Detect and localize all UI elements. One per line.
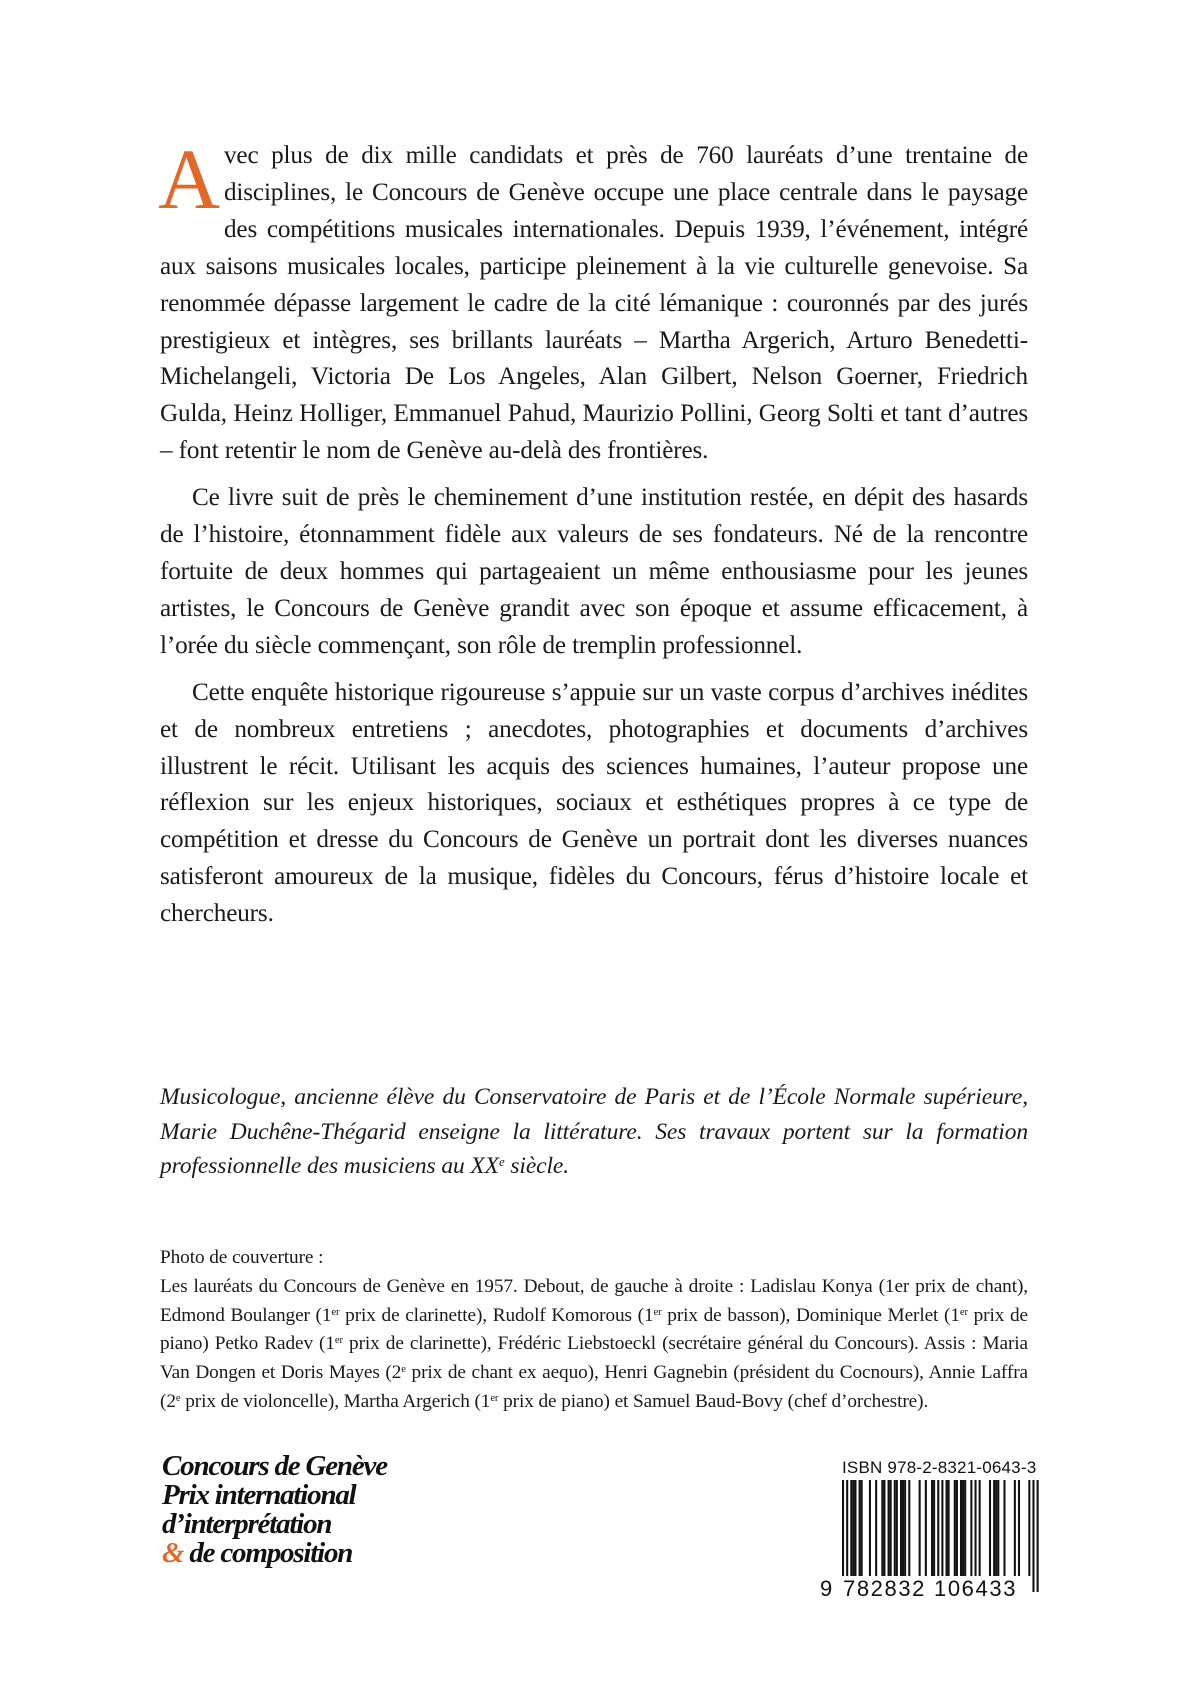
author-bio-tail: siècle. <box>504 1153 570 1179</box>
ampersand-icon: & <box>162 1537 184 1569</box>
ordinal-superscript: e <box>401 1364 406 1376</box>
barcode-bar <box>970 1480 972 1576</box>
barcode-digit-first: 9 <box>820 1576 834 1601</box>
barcode-bar <box>875 1480 877 1576</box>
barcode-bar <box>933 1480 935 1576</box>
blurb <box>158 131 1028 933</box>
barcode-bar <box>979 1480 981 1576</box>
barcode-bar <box>956 1480 958 1576</box>
barcode <box>820 1480 1042 1601</box>
blurb-paragraph-2: Ce livre suit de près le cheminement d’une institution restée, en dépit des hasards de l’histoire, étonnamment fidèle aux valeurs de ses fondateurs. Né de la rencontre fortuite de deux hommes qui partageaient un même enthousiasme pour les jeunes artistes, le Concours de Genève grandit avec son époque et assume efficacement, à l’orée du siècle commençant, son rôle de tremplin professionnel. <box>160 484 1028 659</box>
barcode-bar <box>904 1480 906 1576</box>
author-bio-sup: e <box>498 1153 505 1169</box>
logo-line-1: Concours de Genève <box>162 1450 387 1482</box>
photo-credit-body <box>160 1273 1028 1417</box>
barcode-bar <box>902 1480 904 1576</box>
photo-credit-segment: prix de basson), Dominique Merlet (1 <box>661 1304 960 1326</box>
blurb-paragraph-3: Cette enquête historique rigoureuse s’appuie sur un vaste corpus d’archives inédites et de nombreux entretiens ; anecdotes, photographies et documents d’archives illustrent le récit. Utilisant les acquis des sciences humaines, l’auteur propose une réflexion sur les enjeux historiques, sociaux et esthétiques propres à ce type de compétition et dresse du Concours de Genève un portrait dont les diverses nuances satisferont amoureux de la musique, fidèles du Concours, férus d’histoire locale et chercheurs. <box>160 678 1028 928</box>
photo-credit-segment: prix de violoncelle), Martha Argerich (1 <box>180 1390 491 1412</box>
barcode-bar <box>993 1480 995 1576</box>
barcode-bar <box>948 1480 950 1576</box>
barcode-bar <box>974 1480 976 1576</box>
photo-credit-segment: prix de clarinette), Rudolf Komorous (1 <box>339 1304 654 1326</box>
barcode-bar <box>908 1480 910 1576</box>
ordinal-superscript: er <box>490 1393 499 1405</box>
barcode-bar <box>1032 1480 1034 1592</box>
author-bio <box>160 1080 1028 1184</box>
barcode-bar <box>888 1480 890 1576</box>
barcode-bar <box>1037 1480 1039 1592</box>
barcode-bar <box>1018 1480 1020 1576</box>
logo-line-2: Prix international <box>162 1479 356 1511</box>
barcode-bar <box>997 1480 999 1576</box>
ordinal-superscript: er <box>334 1335 343 1347</box>
barcode-bar <box>931 1480 933 1576</box>
logo-line-3: d’interprétation <box>162 1508 332 1540</box>
author-bio-text: Musicologue, ancienne élève du Conservatoire de Paris et de l’École Normale supérieure, Marie Duchêne-Thégarid enseigne la littérature. Ses travaux portent sur la formation professionnelle des musiciens au XX <box>160 1084 1028 1179</box>
logo-line-4 <box>162 1539 387 1568</box>
blurb-paragraph-1 <box>158 131 1028 470</box>
barcode-bar <box>946 1480 948 1576</box>
drop-cap: A <box>158 131 220 227</box>
photo-credit-segment: prix de chant ex aequo), Henri Gagnebin (président du Cocnours), Annie Laffra (2 <box>160 1362 1028 1412</box>
photo-credit <box>160 1244 1028 1417</box>
barcode-bar <box>1028 1480 1030 1576</box>
barcode-bar <box>859 1480 861 1576</box>
ordinal-superscript: e <box>175 1393 181 1405</box>
barcode-bar <box>954 1480 956 1576</box>
barcode-bar <box>900 1480 902 1576</box>
barcode-bar <box>881 1480 883 1576</box>
barcode-bar <box>919 1480 921 1576</box>
barcode-bar <box>883 1480 885 1576</box>
ordinal-superscript: er <box>331 1306 340 1318</box>
photo-credit-segment: prix de piano) et Samuel Baud-Bovy (chef d’orchestre). <box>498 1390 929 1412</box>
barcode-bar <box>1014 1480 1016 1576</box>
photo-credit-heading: Photo de couverture : <box>160 1247 324 1268</box>
barcode-bar <box>925 1480 927 1576</box>
barcode-bar <box>896 1480 898 1576</box>
isbn-label: ISBN 978-2-8321-0643-3 <box>842 1458 1037 1477</box>
barcode-digits-right: 106433 <box>934 1576 1018 1601</box>
barcode-bar <box>852 1480 854 1576</box>
isbn-block <box>820 1458 1042 1601</box>
photo-credit-segment: prix de clarinette), Frédéric Liebstoeckl (secrétaire général du Concours). Assis : Maria Van Dongen et Doris Mayes (2 <box>160 1333 1028 1384</box>
barcode-bar <box>964 1480 966 1576</box>
ordinal-superscript: er <box>653 1306 662 1318</box>
ordinal-superscript: er <box>959 1306 968 1318</box>
barcode-bar <box>962 1480 964 1576</box>
barcode-digits <box>820 1576 1018 1602</box>
blurb-paragraph-1-text: vec plus de dix mille candidats et près de 760 lauréats d’une trentaine de disciplines, le Concours de Genève occupe une place centrale dans le paysage des compétitions musicales internationales. Depuis 1939, l’événement, intégré aux saisons musicales locales, participe pleinement à la vie culturelle genevoise. Sa renommée dépasse largement le cadre de la cité lémanique : couronnés par des jurés prestigieux et intègres, ses brillants lauréats – Martha Argerich, Arturo Benedetti-Michelangeli, Victoria De Los Angeles, Alan Gilbert, Nelson Goerner, Friedrich Gulda, Heinz Holliger, Emmanuel Pahud, Maurizio Pollini, Georg Solti et tant d’autres – font retentir le nom de Genève au-delà des frontières. <box>160 142 1028 465</box>
barcode-bar <box>869 1480 871 1576</box>
photo-credit-segment: prix de piano) Petko Radev (1 <box>160 1304 1028 1355</box>
photo-credit-segment: Les lauréats du Concours de Genève en 1957. Debout, de gauche à droite : Ladislau Konya (1er prix de chant), Edmond Boulanger (1 <box>160 1275 1028 1326</box>
logo-line-4-text: de composition <box>189 1537 353 1569</box>
barcode-digits-left: 782832 <box>843 1576 927 1601</box>
barcode-bar <box>861 1480 863 1576</box>
barcode-bar <box>989 1480 991 1576</box>
competition-logo <box>162 1452 387 1568</box>
barcode-bar <box>850 1480 852 1576</box>
barcode-bar <box>960 1480 962 1576</box>
barcode-bar <box>894 1480 896 1576</box>
barcode-bar <box>854 1480 856 1576</box>
barcode-bar <box>995 1480 997 1576</box>
barcode-bar <box>890 1480 892 1576</box>
barcode-bar <box>1003 1480 1005 1576</box>
